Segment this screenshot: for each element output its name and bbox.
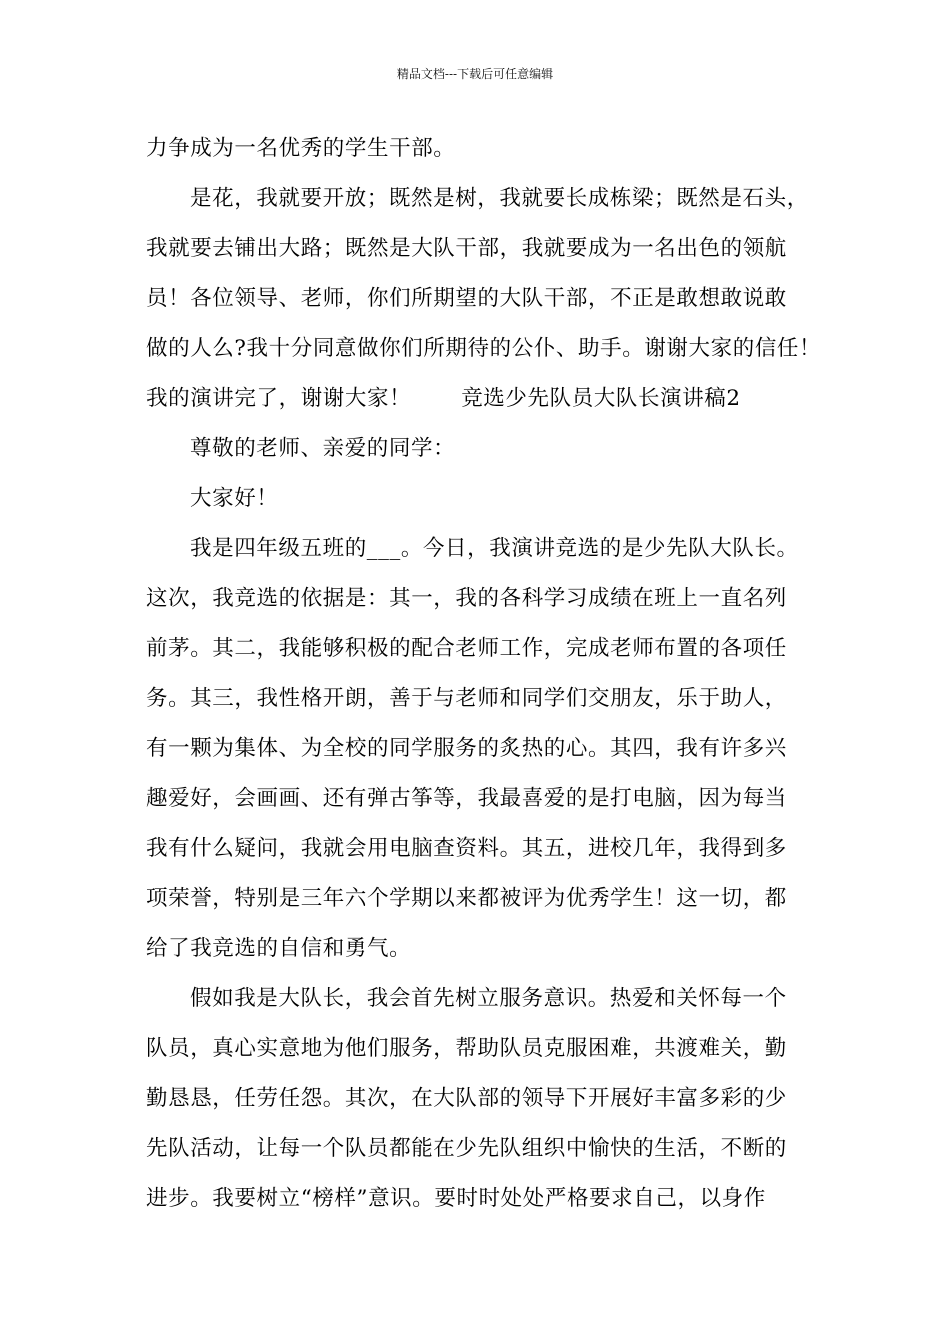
text-line: 先队活动，让每一个队员都能在少先队组织中愉快的生活，不断的: [146, 1136, 787, 1161]
text-line: 这次，我竞选的依据是：其一，我的各科学习成绩在班上一直名列: [146, 586, 787, 611]
text-line: 我有什么疑问，我就会用电脑查资料。其五，进校几年，我得到多: [146, 836, 787, 861]
text-line: 进步。我要树立“榜样”意识。要时时处处严格要求自己，以身作: [146, 1186, 766, 1211]
text-line: 勤恳恳，任劳任怨。其次，在大队部的领导下开展好丰富多彩的少: [146, 1086, 787, 1111]
text-line: [146, 374, 810, 424]
text-line: 趣爱好，会画画、还有弹古筝等，我最喜爱的是打电脑，因为每当: [146, 786, 787, 811]
text-line: 大家好！: [190, 486, 279, 511]
text-line: 队员，真心实意地为他们服务，帮助队员克服困难，共渡难关，勤: [146, 1036, 787, 1061]
page-header: 精品文档---下载后可任意编辑: [396, 67, 554, 81]
closing-sentence: 我的演讲完了，谢谢大家！: [146, 386, 412, 411]
text-line: 给了我竞选的自信和勇气。: [146, 936, 412, 961]
text-line: 假如我是大队长，我会首先树立服务意识。热爱和关怀每一个: [190, 986, 787, 1011]
text-line: 项荣誉，特别是三年六个学期以来都被评为优秀学生！这一切，都: [146, 886, 787, 911]
text-line: 尊敬的老师、亲爱的同学：: [190, 436, 456, 461]
text-line: 务。其三，我性格开朗，善于与老师和同学们交朋友，乐于助人，: [146, 686, 787, 711]
text-line: 是花，我就要开放；既然是树，我就要长成栋梁；既然是石头，: [190, 186, 809, 211]
text-line: 员！各位领导、老师，你们所期望的大队干部，不正是敢想敢说敢: [146, 286, 787, 311]
text-line: 力争成为一名优秀的学生干部。: [146, 136, 456, 161]
text-line: 我是四年级五班的___。今日，我演讲竞选的是少先队大队长。: [190, 536, 799, 561]
document-body: [146, 124, 822, 1224]
text-line: 有一颗为集体、为全校的同学服务的炙热的心。其四，我有许多兴: [146, 736, 787, 761]
speech-title: 竞选少先队员大队长演讲稿2: [461, 386, 741, 411]
text-line: 我就要去铺出大路；既然是大队干部，我就要成为一名出色的领航: [146, 236, 787, 261]
text-line: 做的人么?我十分同意做你们所期待的公仆、助手。谢谢大家的信任！: [146, 336, 822, 361]
text-line: 前茅。其二，我能够积极的配合老师工作，完成老师布置的各项任: [146, 636, 787, 661]
